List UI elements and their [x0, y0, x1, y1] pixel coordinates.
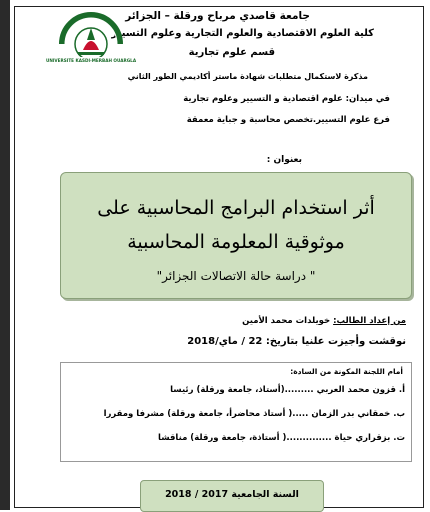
committee-member: ت. بزقراري حياة ..............( أستاذة، جامعة ورقلة) مناقشا [158, 433, 405, 443]
prepared-by-label: من إعداد الطالب: [333, 316, 406, 326]
branch-line: فرع علوم التسيير.تخصص محاسبة و جباية معمقة [186, 115, 390, 125]
committee-member: ب. خمقاني بدر الزمان .....( أستاذ محاضرأ، جامعة ورقلة) مشرفا ومقررا [103, 409, 405, 419]
prepared-by [242, 316, 406, 326]
svg-text:UNIVERSITE KASDI-MERBAH OUARGL: UNIVERSITE KASDI-MERBAH OUARGLA [45, 58, 137, 63]
field-line: في ميدان: علوم اقتصادية و التسيير وعلوم تجارية [183, 94, 390, 104]
memo-description: مذكرة لاستكمال متطلبات شهادة ماستر أكاديمي الطور الثاني [127, 72, 368, 81]
university-logo-icon [45, 10, 137, 65]
defense-date: نوقشت وأجيزت علنيا بتاريخ: 22 / ماي/2018 [187, 336, 406, 347]
title-box [60, 172, 412, 299]
committee-heading: أمام اللجنة المكونة من السادة: [290, 367, 403, 376]
faculty-name: كلية العلوم الاقتصادية والعلوم التجارية وعلوم التسيير [111, 28, 374, 39]
thesis-title: أثر استخدام البرامج المحاسبية على موثوقية المعلومة المحاسبية [97, 197, 375, 253]
title-label: بعنوان : [266, 155, 302, 165]
case-study-subtitle: " دراسة حالة الاتصالات الجزائر" [156, 269, 316, 283]
student-name: خويلدات محمد الأمين [242, 316, 331, 326]
university-name: جامعة قاصدي مرباح ورقلة – الجزائر [125, 10, 310, 22]
committee-member: أ. قزون محمد العربي .........(أستاذ، جامعة ورقلة) رئيسا [170, 385, 405, 395]
academic-year: السنة الجامعية 2017 / 2018 [140, 480, 324, 512]
department-name: قسم علوم تجارية [188, 47, 275, 58]
committee-box [60, 362, 412, 462]
page-edge-band [0, 0, 10, 510]
